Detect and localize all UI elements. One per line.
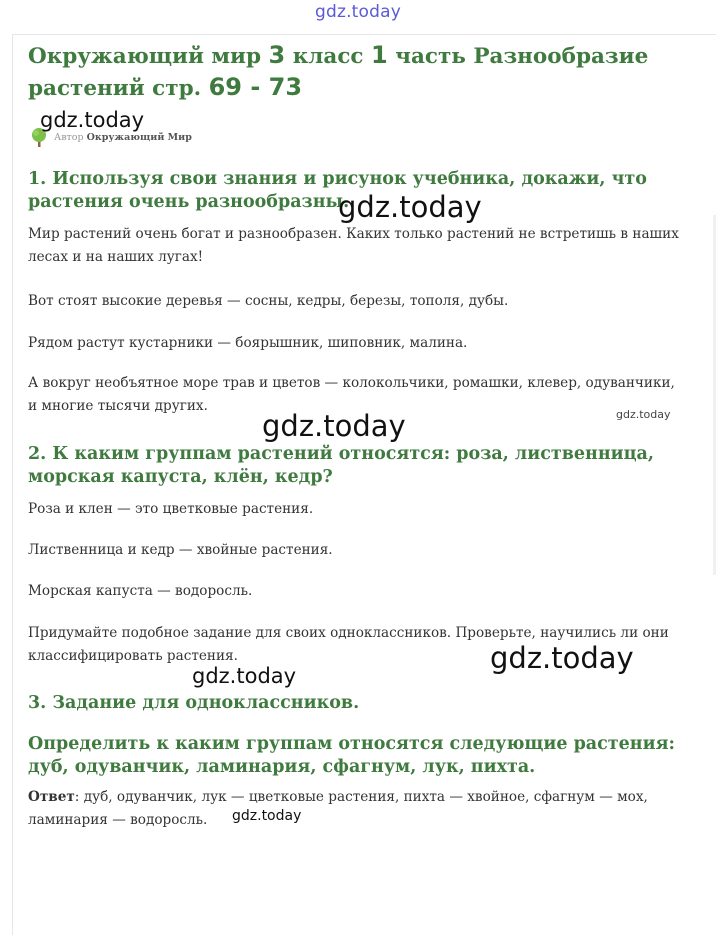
watermark-5: gdz.today [490,641,634,675]
author-line [54,132,192,143]
question-1-paragraph-2: Вот стоят высокие деревья — сосны, кедры, березы, тополя, дубы. [28,293,509,309]
watermark-7: gdz.today [232,808,302,824]
answer-text: : дуб, одуванчик, лук — цветковые растения, пихта — хвойное, сфагнум — мох, ламинария — водоросль. [28,789,648,828]
question-3-heading: 3. Задание для одноклассников. [28,693,360,713]
question-2-paragraph-1: Роза и клен — это цветковые растения. [28,501,314,517]
page-title [28,40,668,104]
title-part2: класс [285,44,372,69]
question-2-heading: 2. К каким группам растений относятся: роза, лиственница, морская капуста, клён, кедр? [28,444,654,487]
question-3-answer [28,786,683,832]
question-1-paragraph-1: Мир растений очень богат и разнообразен. Каких только растений не встретишь в наших лесах и на наших лугах! [28,226,679,265]
answer-label: Ответ [28,789,75,805]
title-part-number: 1 [371,41,388,69]
top-watermark: gdz.today [314,2,402,22]
watermark-2: gdz.today [338,190,482,224]
watermark-3: gdz.today [616,408,671,421]
question-1-paragraph-3: Рядом растут кустарники — боярышник, шиповник, малина. [28,335,468,351]
question-2-paragraph-4: Придумайте подобное задание для своих одноклассников. Проверьте, научились ли они классифицировать растения. [28,625,669,664]
author-label: Автор [54,132,84,143]
question-1-heading: 1. Используя свои знания и рисунок учебника, докажи, что растения очень разнообразны. [28,169,647,212]
title-part3: часть Разнообразие растений стр. [28,44,649,101]
title-pages: 69 - 73 [208,73,303,101]
question-3-subheading: Определить к каким группам относятся следующие растения: дуб, одуванчик, ламинария, сфагнум, лук, пихта. [28,734,675,777]
author-name[interactable]: Окружающий Мир [86,132,192,143]
title-part1: Окружающий мир [28,44,269,69]
title-grade: 3 [268,41,286,69]
question-1-paragraph-4: А вокруг необъятное море трав и цветов — колокольчики, ромашки, клевер, одуванчики, и многие тысячи других. [28,375,675,414]
question-2-paragraph-3: Морская капуста — водоросль. [28,583,253,599]
watermark-4: gdz.today [262,409,406,443]
question-2-paragraph-2: Лиственница и кедр — хвойные растения. [28,542,333,558]
watermark-1: gdz.today [40,108,145,132]
watermark-6: gdz.today [192,664,297,688]
